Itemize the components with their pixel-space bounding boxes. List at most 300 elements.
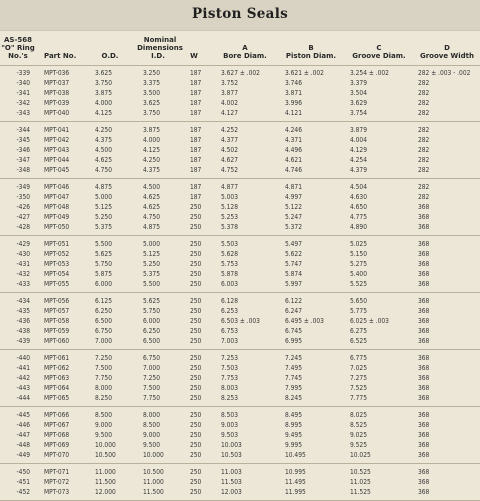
piston-diam: 4.121 <box>285 109 302 117</box>
od-value: 12.000 <box>95 488 116 496</box>
table-row <box>0 316 480 326</box>
groove-diam: 5.775 <box>350 307 367 315</box>
piston-diam: 6.745 <box>285 327 302 335</box>
table-row <box>0 477 480 487</box>
w-value: 250 <box>190 203 202 211</box>
as568-number: -438 <box>16 327 30 335</box>
piston-diam: 3.871 <box>285 89 302 97</box>
groove-diam: 5.400 <box>350 270 367 278</box>
piston-diam: 9.995 <box>285 441 302 449</box>
part-number: MPT-071 <box>44 468 70 476</box>
groove-diam: 4.254 <box>350 156 367 164</box>
table-row <box>0 202 480 212</box>
piston-diam: 7.745 <box>285 374 302 382</box>
group-divider <box>0 121 480 122</box>
groove-diam: 8.025 <box>350 411 367 419</box>
as568-number: -445 <box>16 411 30 419</box>
id-value: 3.500 <box>143 89 160 97</box>
w-value: 250 <box>190 280 202 288</box>
id-value: 8.000 <box>143 411 160 419</box>
group-divider <box>0 292 480 293</box>
part-number: MPT-043 <box>44 146 70 154</box>
groove-width: 282 <box>418 156 430 164</box>
id-value: 7.000 <box>143 364 160 372</box>
groove-diam: 5.650 <box>350 297 367 305</box>
bore-diam: 8.503 <box>221 411 238 419</box>
part-number: MPT-059 <box>44 327 70 335</box>
header-nominal-line1: Nominal <box>143 36 177 44</box>
groove-diam: 3.754 <box>350 109 367 117</box>
id-value: 7.250 <box>143 374 160 382</box>
part-number: MPT-056 <box>44 297 70 305</box>
table-row <box>0 125 480 135</box>
groove-diam: 3.629 <box>350 99 367 107</box>
table-row <box>0 192 480 202</box>
piston-diam: 4.871 <box>285 183 302 191</box>
id-value: 5.000 <box>143 240 160 248</box>
groove-diam: 3.504 <box>350 89 367 97</box>
w-value: 250 <box>190 468 202 476</box>
part-number: MPT-039 <box>44 99 70 107</box>
group-divider <box>0 235 480 236</box>
groove-width: 368 <box>418 478 430 486</box>
table-row <box>0 336 480 346</box>
as568-number: -340 <box>16 79 30 87</box>
groove-diam: 11.525 <box>350 488 371 496</box>
bore-diam: 6.503 ± .003 <box>221 317 260 325</box>
group-divider <box>0 463 480 464</box>
id-value: 5.125 <box>143 250 160 258</box>
as568-number: -448 <box>16 441 30 449</box>
w-value: 250 <box>190 478 202 486</box>
bore-diam: 5.128 <box>221 203 238 211</box>
part-number: MPT-067 <box>44 421 70 429</box>
id-value: 11.500 <box>143 488 164 496</box>
table-row <box>0 88 480 98</box>
bore-diam: 12.003 <box>221 488 242 496</box>
groove-width: 368 <box>418 307 430 315</box>
header-d <box>414 44 480 60</box>
od-value: 8.000 <box>95 384 112 392</box>
table-row <box>0 450 480 460</box>
bore-diam: 8.253 <box>221 394 238 402</box>
id-value: 4.625 <box>143 193 160 201</box>
piston-diam: 5.372 <box>285 223 302 231</box>
header-a-letter: A <box>242 44 248 52</box>
od-value: 8.250 <box>95 394 112 402</box>
part-number: MPT-068 <box>44 431 70 439</box>
group-divider <box>0 178 480 179</box>
w-value: 187 <box>190 99 202 107</box>
piston-diam: 11.995 <box>285 488 306 496</box>
groove-diam: 6.275 <box>350 327 367 335</box>
od-value: 5.625 <box>95 250 112 258</box>
id-value: 5.500 <box>143 280 160 288</box>
od-value: 5.000 <box>95 193 112 201</box>
piston-diam: 6.247 <box>285 307 302 315</box>
header-as568-line1: AS-568 <box>4 36 32 44</box>
id-value: 6.000 <box>143 317 160 325</box>
table-row <box>0 326 480 336</box>
header-c-label: Groove Diam. <box>352 52 406 60</box>
header-part-no: Part No. <box>44 52 77 60</box>
w-value: 250 <box>190 364 202 372</box>
od-value: 3.750 <box>95 79 112 87</box>
groove-diam: 7.025 <box>350 364 367 372</box>
part-number: MPT-066 <box>44 411 70 419</box>
id-value: 6.750 <box>143 354 160 362</box>
groove-diam: 6.525 <box>350 337 367 345</box>
od-value: 3.875 <box>95 89 112 97</box>
groove-width: 368 <box>418 297 430 305</box>
od-value: 10.000 <box>95 441 116 449</box>
header-a-label: Bore Diam. <box>223 52 267 60</box>
groove-width: 368 <box>418 250 430 258</box>
as568-number: -433 <box>16 280 30 288</box>
table-row <box>0 145 480 155</box>
w-value: 187 <box>190 69 202 77</box>
id-value: 7.500 <box>143 384 160 392</box>
bore-diam: 11.003 <box>221 468 242 476</box>
od-value: 5.750 <box>95 260 112 268</box>
table-row <box>0 98 480 108</box>
od-value: 7.250 <box>95 354 112 362</box>
bore-diam: 3.877 <box>221 89 238 97</box>
bore-diam: 8.003 <box>221 384 238 392</box>
as568-number: -430 <box>16 250 30 258</box>
groove-width: 368 <box>418 354 430 362</box>
id-value: 7.750 <box>143 394 160 402</box>
od-value: 7.000 <box>95 337 112 345</box>
part-number: MPT-041 <box>44 126 70 134</box>
as568-number: -446 <box>16 421 30 429</box>
bore-diam: 7.753 <box>221 374 238 382</box>
part-number: MPT-048 <box>44 203 70 211</box>
w-value: 187 <box>190 183 202 191</box>
id-value: 3.250 <box>143 69 160 77</box>
piston-diam: 3.621 ± .002 <box>285 69 324 77</box>
groove-width: 368 <box>418 317 430 325</box>
id-value: 4.625 <box>143 203 160 211</box>
od-value: 5.875 <box>95 270 112 278</box>
part-number: MPT-070 <box>44 451 70 459</box>
table-row <box>0 135 480 145</box>
groove-width: 368 <box>418 421 430 429</box>
bore-diam: 5.378 <box>221 223 238 231</box>
groove-diam: 6.775 <box>350 354 367 362</box>
table-row <box>0 353 480 363</box>
piston-diam: 6.995 <box>285 337 302 345</box>
bore-diam: 4.752 <box>221 166 238 174</box>
groove-width: 368 <box>418 240 430 248</box>
table-row <box>0 393 480 403</box>
as568-number: -449 <box>16 451 30 459</box>
w-value: 187 <box>190 89 202 97</box>
part-number: MPT-052 <box>44 250 70 258</box>
part-number: MPT-053 <box>44 260 70 268</box>
od-value: 10.500 <box>95 451 116 459</box>
groove-diam: 9.025 <box>350 431 367 439</box>
groove-diam: 7.275 <box>350 374 367 382</box>
bore-diam: 4.877 <box>221 183 238 191</box>
groove-diam: 5.150 <box>350 250 367 258</box>
piston-diam: 8.995 <box>285 421 302 429</box>
groove-diam: 10.025 <box>350 451 371 459</box>
part-number: MPT-047 <box>44 193 70 201</box>
page-title: Piston Seals <box>191 6 289 22</box>
table-row <box>0 165 480 175</box>
piston-diam: 9.495 <box>285 431 302 439</box>
as568-number: -349 <box>16 183 30 191</box>
groove-width: 368 <box>418 203 430 211</box>
groove-width: 368 <box>418 337 430 345</box>
groove-width: 368 <box>418 441 430 449</box>
od-value: 4.750 <box>95 166 112 174</box>
header-nominal <box>126 36 194 52</box>
piston-diam: 5.622 <box>285 250 302 258</box>
as568-number: -443 <box>16 384 30 392</box>
groove-diam: 10.525 <box>350 468 371 476</box>
od-value: 4.000 <box>95 99 112 107</box>
bore-diam: 6.128 <box>221 297 238 305</box>
bore-diam: 7.253 <box>221 354 238 362</box>
as568-number: -432 <box>16 270 30 278</box>
groove-width: 368 <box>418 280 430 288</box>
groove-width: 282 <box>418 99 430 107</box>
w-value: 250 <box>190 394 202 402</box>
id-value: 3.875 <box>143 126 160 134</box>
header-od: O.D. <box>101 52 119 60</box>
id-value: 6.250 <box>143 327 160 335</box>
as568-number: -447 <box>16 431 30 439</box>
groove-width: 368 <box>418 364 430 372</box>
table-row <box>0 420 480 430</box>
groove-width: 368 <box>418 384 430 392</box>
id-value: 11.000 <box>143 478 164 486</box>
od-value: 6.125 <box>95 297 112 305</box>
bore-diam: 5.628 <box>221 250 238 258</box>
od-value: 6.750 <box>95 327 112 335</box>
groove-width: 282 <box>418 79 430 87</box>
as568-number: -350 <box>16 193 30 201</box>
part-number: MPT-044 <box>44 156 70 164</box>
as568-number: -348 <box>16 166 30 174</box>
od-value: 6.000 <box>95 280 112 288</box>
id-value: 6.500 <box>143 337 160 345</box>
bore-diam: 7.503 <box>221 364 238 372</box>
header-a <box>212 44 278 60</box>
groove-diam: 4.890 <box>350 223 367 231</box>
table-row <box>0 78 480 88</box>
od-value: 6.250 <box>95 307 112 315</box>
piston-diam: 8.495 <box>285 411 302 419</box>
id-value: 4.250 <box>143 156 160 164</box>
part-number: MPT-051 <box>44 240 70 248</box>
bore-diam: 3.627 ± .002 <box>221 69 260 77</box>
header-nominal-line2: Dimensions <box>137 44 183 52</box>
bore-diam: 4.377 <box>221 136 238 144</box>
id-value: 4.375 <box>143 166 160 174</box>
groove-width: 368 <box>418 374 430 382</box>
groove-diam: 3.254 ± .002 <box>350 69 389 77</box>
as568-number: -344 <box>16 126 30 134</box>
groove-width: 282 <box>418 183 430 191</box>
piston-diam: 11.495 <box>285 478 306 486</box>
id-value: 9.500 <box>143 441 160 449</box>
groove-width: 282 <box>418 89 430 97</box>
part-number: MPT-045 <box>44 166 70 174</box>
part-number: MPT-054 <box>44 270 70 278</box>
piston-diam: 4.621 <box>285 156 302 164</box>
piston-diam: 10.995 <box>285 468 306 476</box>
id-value: 3.750 <box>143 109 160 117</box>
piston-diam: 4.246 <box>285 126 302 134</box>
bore-diam: 3.752 <box>221 79 238 87</box>
w-value: 250 <box>190 374 202 382</box>
w-value: 187 <box>190 79 202 87</box>
od-value: 8.500 <box>95 411 112 419</box>
od-value: 5.500 <box>95 240 112 248</box>
bore-diam: 4.002 <box>221 99 238 107</box>
id-value: 4.125 <box>143 146 160 154</box>
w-value: 250 <box>190 307 202 315</box>
od-value: 4.625 <box>95 156 112 164</box>
bore-diam: 7.003 <box>221 337 238 345</box>
part-number: MPT-046 <box>44 183 70 191</box>
as568-number: -347 <box>16 156 30 164</box>
bore-diam: 9.003 <box>221 421 238 429</box>
groove-diam: 4.775 <box>350 213 367 221</box>
table-row <box>0 363 480 373</box>
header-c-letter: C <box>376 44 382 52</box>
groove-diam: 11.025 <box>350 478 371 486</box>
w-value: 250 <box>190 488 202 496</box>
w-value: 250 <box>190 354 202 362</box>
id-value: 3.625 <box>143 99 160 107</box>
id-value: 4.500 <box>143 183 160 191</box>
w-value: 250 <box>190 270 202 278</box>
id-value: 3.375 <box>143 79 160 87</box>
header-as568-line3: No.'s <box>8 52 28 60</box>
w-value: 187 <box>190 136 202 144</box>
piston-diam: 5.122 <box>285 203 302 211</box>
w-value: 250 <box>190 411 202 419</box>
od-value: 11.000 <box>95 468 116 476</box>
id-value: 5.250 <box>143 260 160 268</box>
w-value: 250 <box>190 451 202 459</box>
od-value: 7.750 <box>95 374 112 382</box>
w-value: 250 <box>190 250 202 258</box>
part-number: MPT-037 <box>44 79 70 87</box>
groove-width: 368 <box>418 270 430 278</box>
groove-width: 368 <box>418 394 430 402</box>
od-value: 4.250 <box>95 126 112 134</box>
part-number: MPT-040 <box>44 109 70 117</box>
groove-diam: 6.025 ± .003 <box>350 317 389 325</box>
id-value: 4.750 <box>143 213 160 221</box>
groove-diam: 4.650 <box>350 203 367 211</box>
groove-diam: 3.879 <box>350 126 367 134</box>
id-value: 8.500 <box>143 421 160 429</box>
od-value: 5.375 <box>95 223 112 231</box>
table-row <box>0 279 480 289</box>
part-number: MPT-038 <box>44 89 70 97</box>
w-value: 187 <box>190 146 202 154</box>
groove-width: 368 <box>418 327 430 335</box>
od-value: 5.125 <box>95 203 112 211</box>
as568-number: -345 <box>16 136 30 144</box>
od-value: 4.125 <box>95 109 112 117</box>
table-row <box>0 249 480 259</box>
bore-diam: 9.503 <box>221 431 238 439</box>
piston-diam: 8.245 <box>285 394 302 402</box>
w-value: 250 <box>190 260 202 268</box>
header-b-letter: B <box>308 44 314 52</box>
table-row <box>0 259 480 269</box>
part-number: MPT-063 <box>44 374 70 382</box>
groove-width: 282 <box>418 146 430 154</box>
table-row <box>0 467 480 477</box>
od-value: 11.500 <box>95 478 116 486</box>
as568-number: -434 <box>16 297 30 305</box>
groove-diam: 3.379 <box>350 79 367 87</box>
table-row <box>0 430 480 440</box>
table-row <box>0 296 480 306</box>
od-value: 4.500 <box>95 146 112 154</box>
bore-diam: 5.878 <box>221 270 238 278</box>
groove-diam: 4.379 <box>350 166 367 174</box>
as568-number: -450 <box>16 468 30 476</box>
groove-diam: 8.525 <box>350 421 367 429</box>
table-row <box>0 222 480 232</box>
table-row <box>0 306 480 316</box>
part-number: MPT-060 <box>44 337 70 345</box>
piston-diam: 3.996 <box>285 99 302 107</box>
part-number: MPT-065 <box>44 394 70 402</box>
groove-width: 368 <box>418 213 430 221</box>
piston-diam: 5.874 <box>285 270 302 278</box>
od-value: 4.375 <box>95 136 112 144</box>
table-row <box>0 440 480 450</box>
piston-diam: 6.122 <box>285 297 302 305</box>
header-as568-line2: "O" Ring <box>1 44 35 52</box>
piston-diam: 5.997 <box>285 280 302 288</box>
bore-diam: 11.503 <box>221 478 242 486</box>
groove-diam: 5.525 <box>350 280 367 288</box>
as568-number: -441 <box>16 364 30 372</box>
groove-width: 282 <box>418 193 430 201</box>
piston-diam: 3.746 <box>285 79 302 87</box>
groove-width: 368 <box>418 488 430 496</box>
table-row <box>0 212 480 222</box>
part-number: MPT-058 <box>44 317 70 325</box>
as568-number: -342 <box>16 99 30 107</box>
piston-diam: 7.995 <box>285 384 302 392</box>
groove-diam: 4.504 <box>350 183 367 191</box>
od-value: 5.250 <box>95 213 112 221</box>
id-value: 9.000 <box>143 431 160 439</box>
id-value: 5.625 <box>143 297 160 305</box>
w-value: 250 <box>190 317 202 325</box>
id-value: 4.000 <box>143 136 160 144</box>
part-number: MPT-049 <box>44 213 70 221</box>
groove-width: 282 <box>418 126 430 134</box>
id-value: 4.875 <box>143 223 160 231</box>
header-d-letter: D <box>444 44 450 52</box>
as568-number: -436 <box>16 317 30 325</box>
groove-width: 368 <box>418 223 430 231</box>
piston-diam: 4.746 <box>285 166 302 174</box>
